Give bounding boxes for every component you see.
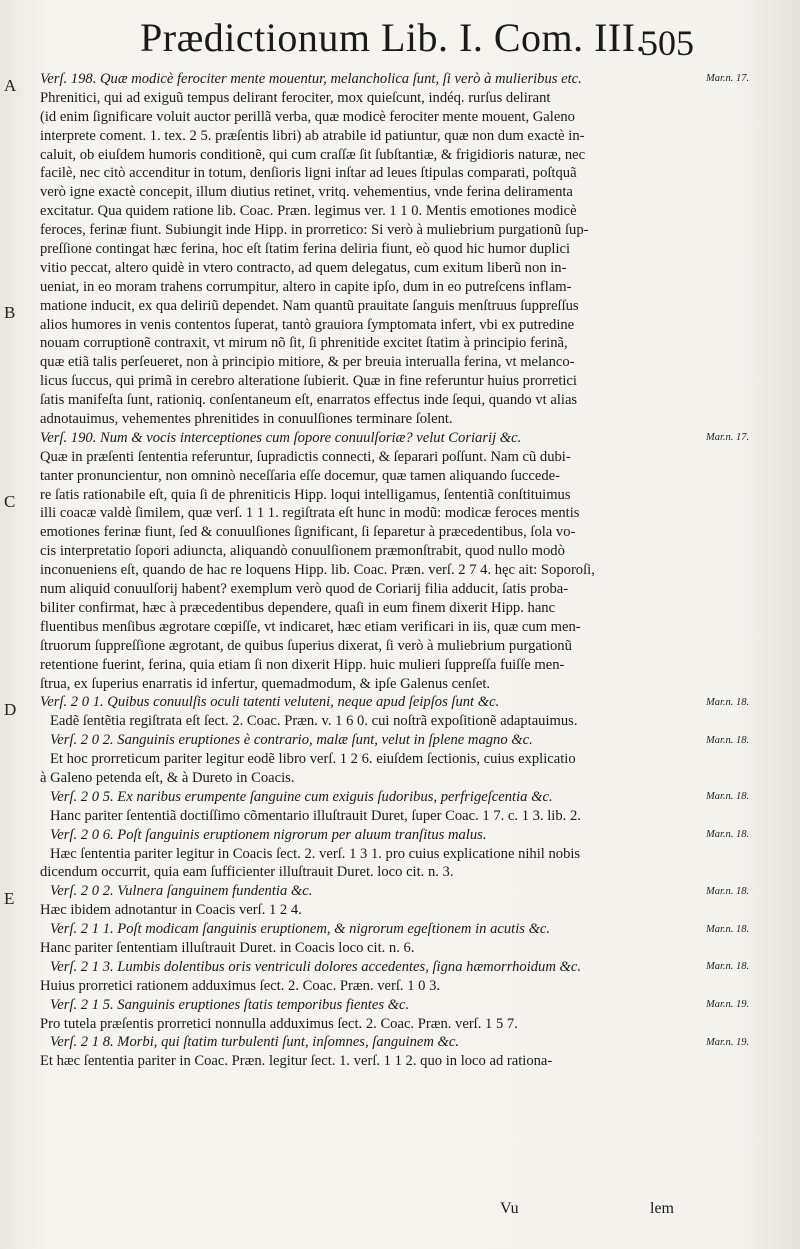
text-line: matione inducit, ex qua deliriũ dependet. Nam quantũ prauitate ſanguis menſtruus ſuppreſſus	[40, 297, 579, 314]
text-line: Eadẽ ſentẽtia regiſtrata eſt ſect. 2. Coac. Præn. v. 1 6 0. cui noſtrã expoſitionẽ adaptauimus.	[50, 713, 578, 730]
margin-reference: Mar.n. 18.	[706, 829, 750, 840]
next-page-word: lem	[650, 1200, 674, 1217]
margin-reference: Mar.n. 18.	[706, 734, 750, 746]
text-line: Phrenitici, qui ad exiguũ tempus delirant ferociter, mox quieſcunt, indéq. rurſus delirant	[40, 89, 551, 106]
verse-heading: Verſ. 2 1 1. Poſt modicam ſanguinis eruptionem, & nigrorum egeſtionem in acutis &c.	[50, 921, 551, 938]
text-line: Et hæc ſententia pariter in Coac. Præn. legitur ſect. 1. verſ. 1 1 2. quo in loco ad rationa-	[40, 1053, 553, 1070]
verse-heading: Verſ. 2 0 5. Ex naribus erumpente ſanguine cum exiguis ſudoribus, perfrigeſcentia &c.	[50, 788, 553, 805]
margin-reference: Mar.n. 18.	[706, 961, 750, 973]
text-line: emotiones ferinæ fiunt, ſed & conuulſiones ſignificant, ſi ſeparetur à præcedentibus, ſola vo-	[40, 524, 576, 541]
text-line: ueniat, in eo moram trahens corrumpitur, altero in capite ipſo, dum in eo putreſcens inflam-	[40, 278, 572, 295]
text-line: Hanc pariter ſententiam illuſtrauit Duret. in Coacis loco cit. n. 6.	[40, 939, 415, 956]
text-line: adnotauimus, vehementes phrenitides in conuulſiones terminare ſolent.	[40, 411, 453, 428]
text-line: illi coacæ valdè ſimilem, quæ verſ. 1 1 1. regiſtrata eſt hunc in modũ: modicæ feroces mentis	[40, 505, 580, 522]
margin-reference: Mar.n. 19.	[706, 999, 750, 1011]
margin-reference: Mar.n. 18.	[706, 696, 750, 708]
section-letter: E	[4, 888, 15, 908]
text-line: interprete coment. 1. tex. 2 5. præſentis libri) ab atrabile id patiuntur, quæ non dum exactè in-	[40, 127, 585, 144]
verse-heading: Verſ. 190. Num & vocis interceptiones cum ſopore conuulſoriæ? velut Coriarij &c.	[40, 429, 522, 446]
text-line: excitatur. Qua quidem ratione lib. Coac. Præn. legimus ver. 1 1 0. Mentis emotiones modicè	[40, 203, 577, 220]
text-line: ſtrua, ex ſuperius enarratis id infertur, quemadmodum, & ipſe Galenus cenſet.	[40, 675, 491, 692]
section-letter: B	[4, 302, 16, 322]
verse-heading: Verſ. 2 0 2. Vulnera ſanguinem fundentia &c.	[50, 883, 313, 900]
margin-reference: Mar.n. 18.	[706, 923, 750, 935]
verse-heading: Verſ. 198. Quæ modicè ferociter mente mouentur, melancholica ſunt, ſi verò à mulieribus etc.	[40, 71, 582, 87]
text-line: quæ etiã talis perſeueret, non à principio mitiore, & per breuia interualla ferina, vt melanco-	[40, 354, 575, 371]
text-line: dicendum occurrit, quia eam ſufficienter illuſtrauit Duret. loco cit. n. 3.	[40, 864, 454, 881]
text-line: caluit, ob eiuſdem humoris conditionẽ, qui cum craſſæ ſit ſubſtantiæ, & frigidioris naturæ, nec	[40, 146, 586, 163]
verse-heading: Verſ. 2 0 2. Sanguinis eruptiones è contrario, malæ ſunt, velut in ſplene magno &c.	[50, 732, 533, 749]
margin-reference: Mar.n. 17.	[706, 432, 750, 444]
text-line: Hanc pariter ſententiã doctiſſimo cõmentario illuſtrauit Duret, ſuper Coac. 1 7. c. 1 3. lib. 2.	[50, 807, 581, 824]
text-line: ſtruorum ſuppreſſione ægrotant, de quibus ſuperius dixerat, ſi verò à muliebrium purgationũ	[40, 637, 572, 654]
running-header	[130, 14, 730, 74]
text-line: Et hoc prorreticum pariter legitur eodẽ libro verſ. 1 2 6. eiuſdem ſectionis, cuius explicatio	[50, 751, 576, 768]
text-line: (id enim ſignificare voluit auctor perillã verba, quæ modicè ferociter mente mouent, Galeno	[40, 108, 575, 125]
catchword: Vu	[500, 1200, 519, 1217]
text-line: re ſatis rationabile eſt, quia ſi de phreniticis Hipp. loqui intelligamus, ſententiã conſtituimus	[40, 486, 571, 503]
text-line: feroces, ferinæ fiunt. Subiungit inde Hipp. in prorretico: Si verò à muliebrium purgationũ ſup-	[40, 222, 589, 239]
margin-reference: Mar.n. 18.	[706, 885, 750, 897]
text-line: vitio peccat, altero quidè in vtero contracto, ad quem delegatus, cum exitum liberũ non in-	[40, 259, 567, 276]
text-line: verò igne exactè concepit, illum diutius retinet, vritq. vehementius, vnde ferina deliramenta	[40, 184, 573, 201]
margin-reference: Mar.n. 18.	[706, 791, 750, 803]
verse-heading: Verſ. 2 1 8. Morbi, qui ſtatim turbulenti ſunt, inſomnes, ſanguinem &c.	[50, 1034, 460, 1051]
text-line: retentione fuerint, ferina, quia etiam ſi non dixerit Hipp. huic mulieri ſuppreſſa fuiſſe men-	[40, 656, 565, 673]
page-number: 505	[640, 23, 694, 63]
text-line: Hæc ſententia pariter legitur in Coacis ſect. 2. verſ. 1 3 1. pro cuius explicatione nihil nobis	[50, 845, 581, 862]
section-letter: C	[4, 491, 16, 511]
text-line: inconueniens eſt, quando de hac re loquens Hipp. lib. Coac. Præn. verſ. 2 7 4. hęc ait: Soporoſi,	[40, 562, 595, 579]
verse-heading: Verſ. 2 1 5. Sanguinis eruptiones ſtatis temporibus fientes &c.	[50, 996, 410, 1013]
verse-heading: Verſ. 2 0 1. Quibus conuulſis oculi tatenti veluteni, neque apud ſeipſos ſunt &c.	[40, 694, 500, 711]
text-line: tanter pronuncientur, non omninò neceſſaria eſſe docemur, quæ tamen aliquando ſuccede-	[40, 467, 560, 484]
text-line: facilè, nec citò accenditur in totum, denſioris ligni inſtar ad leues ſtipulas comparati, poſtquã	[40, 165, 577, 182]
text-line: Pro tutela præſentis prorretici nonnulla adduximus ſect. 2. Coac. Præn. verſ. 1 5 7.	[40, 1015, 518, 1032]
text-line: preſſione contingat hæc ferina, hoc eſt ſtatim ferina deliria fiunt, eò quod hic humor duplici	[40, 241, 571, 258]
text-line: Quæ in præſenti ſententia referuntur, ſupradictis connecti, & ſeparari poſſunt. Nam cũ dubi-	[40, 448, 571, 465]
section-letter: A	[4, 76, 17, 95]
text-line: alios humores in venis contentos ſuperat, tantò grauiora ſymptomata infert, vbi ex putredine	[40, 316, 575, 333]
text-line: cis interpretatio ſopori adiuncta, aliquandò conuulſionem præmonſtrabit, quod nullo modò	[40, 543, 565, 560]
text-line: à Galeno petenda eſt, & à Dureto in Coacis.	[40, 769, 295, 786]
text-line: Huius prorretici rationem adduximus ſect. 2. Coac. Præn. verſ. 1 0 3.	[40, 977, 441, 994]
margin-reference: Mar.n. 17.	[706, 73, 750, 84]
text-line: nouam corruptionẽ contraxit, vt mirum nõ ſit, ſi phrenitide excitet ſtatim à principio ferinã,	[40, 335, 568, 352]
section-letter: D	[4, 699, 17, 719]
margin-reference: Mar.n. 19.	[706, 1036, 750, 1048]
verse-heading: Verſ. 2 1 3. Lumbis dolentibus oris ventriculi dolores accedentes, ſigna hæmorrhoidum &c.	[50, 958, 582, 975]
text-line: fluentibus menſibus ægrotare cœpiſſe, vt indicaret, hæc etiam verificari in iis, quæ cum men-	[40, 618, 581, 635]
text-line: biliter confirmat, hæc à præcedentibus dependere, quaſi in eum finem dixerit Hipp. hanc	[40, 599, 556, 616]
verse-heading: Verſ. 2 0 6. Poſt ſanguinis eruptionem nigrorum per aluum tranſitus malus.	[50, 826, 487, 843]
text-line: Hæc ibidem adnotantur in Coacis verſ. 1 2 4.	[40, 902, 302, 919]
body-text	[40, 70, 705, 1071]
text-line: licus ſuccus, qui primã in cerebro alteratione ſubierit. Quæ in fine referuntur huius prorretici	[40, 373, 577, 390]
header-title: Prædictionum Lib. I. Com. III.	[140, 15, 647, 60]
text-line: num aliquid conuulſorij habent? exemplum verò quod de Coriarij filia adducit, ſatis proba-	[40, 581, 569, 598]
text-line: ſatis manifeſta ſunt, rationiq. conſentaneum eſt, enarratos effectus inde ſequi, quando vt alias	[40, 392, 578, 409]
